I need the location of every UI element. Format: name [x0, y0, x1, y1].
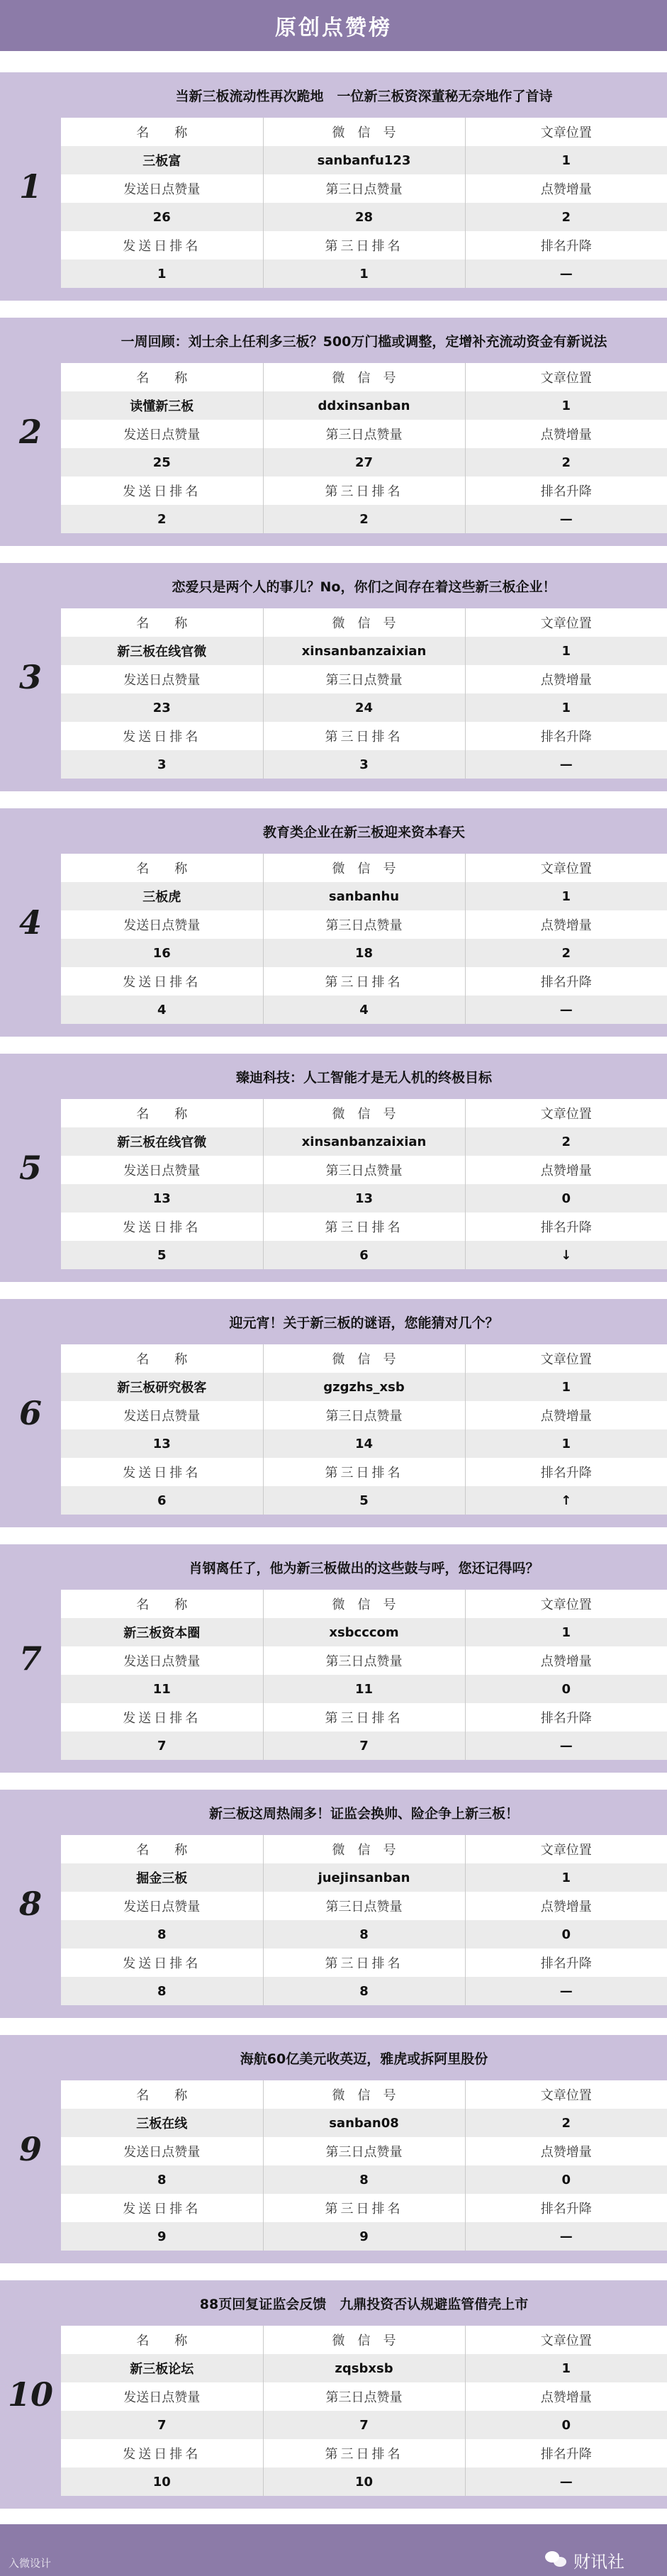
- wechat-header: 微 信 号: [263, 608, 465, 637]
- day3-likes-value: 13: [263, 1184, 465, 1212]
- wechat-header: 微 信 号: [263, 1099, 465, 1127]
- day3-rank-header: 第三日排名: [263, 2439, 465, 2468]
- send-likes-value: 7: [61, 2411, 263, 2439]
- day3-rank-header: 第三日排名: [263, 1703, 465, 1732]
- article-title: 海航60亿美元收英迈，雅虎或拆阿里股份: [240, 2051, 488, 2067]
- account-name: 新三板论坛: [61, 2354, 263, 2382]
- day3-likes-value: 7: [263, 2411, 465, 2439]
- day3-likes-header: 第三日点赞量: [263, 2382, 465, 2411]
- article-title: 教育类企业在新三板迎来资本春天: [262, 824, 465, 840]
- wechat-id: sanban08: [263, 2109, 465, 2137]
- name-header: 名 称: [61, 854, 263, 882]
- account-name: 新三板在线官微: [61, 1127, 263, 1156]
- rank-number: 7: [18, 1639, 42, 1678]
- ranking-card: [0, 1790, 667, 2018]
- day3-likes-value: 27: [263, 448, 465, 476]
- article-position: 1: [465, 2354, 667, 2382]
- send-rank-value: 9: [61, 2222, 263, 2251]
- name-header: 名 称: [61, 2080, 263, 2109]
- growth-value: 0: [465, 2411, 667, 2439]
- growth-header: 点赞增量: [465, 665, 667, 693]
- position-header: 文章位置: [465, 118, 667, 146]
- divider: [0, 1282, 667, 1299]
- day3-rank-value: 5: [263, 1486, 465, 1515]
- day3-likes-header: 第三日点赞量: [263, 174, 465, 203]
- send-rank-header: 发送日排名: [61, 1212, 263, 1241]
- ranking-card: [0, 1054, 667, 1282]
- brand-watermark: [545, 2548, 624, 2572]
- wechat-id: juejinsanban: [263, 1863, 465, 1892]
- rank-change-value: —: [465, 996, 667, 1024]
- divider: [0, 1773, 667, 1790]
- rank-number: 8: [18, 1885, 42, 1923]
- rank-change-value: ↑: [465, 1486, 667, 1515]
- position-header: 文章位置: [465, 1099, 667, 1127]
- day3-likes-value: 24: [263, 693, 465, 722]
- account-name: 新三板研究极客: [61, 1373, 263, 1401]
- account-name: 掘金三板: [61, 1863, 263, 1892]
- rank-change-value: —: [465, 750, 667, 779]
- day3-likes-header: 第三日点赞量: [263, 665, 465, 693]
- send-rank-header: 发送日排名: [61, 476, 263, 505]
- day3-rank-header: 第三日排名: [263, 476, 465, 505]
- growth-header: 点赞增量: [465, 420, 667, 448]
- send-likes-header: 发送日点赞量: [61, 1156, 263, 1184]
- ranking-card: [0, 318, 667, 546]
- growth-value: 2: [465, 203, 667, 231]
- wechat-id: xinsanbanzaixian: [263, 637, 465, 665]
- send-rank-value: 2: [61, 505, 263, 533]
- article-title: 恋爱只是两个人的事儿？No，你们之间存在着这些新三板企业！: [172, 579, 556, 595]
- name-header: 名 称: [61, 363, 263, 391]
- send-likes-value: 8: [61, 1920, 263, 1948]
- article-position: 1: [465, 637, 667, 665]
- send-rank-value: 3: [61, 750, 263, 779]
- rank-change-header: 排名升降: [465, 1212, 667, 1241]
- ranking-card: [0, 563, 667, 791]
- send-likes-header: 发送日点赞量: [61, 1646, 263, 1675]
- day3-rank-value: 7: [263, 1732, 465, 1760]
- day3-likes-value: 11: [263, 1675, 465, 1703]
- rank-number: 6: [18, 1394, 42, 1432]
- article-position: 1: [465, 882, 667, 910]
- day3-rank-value: 9: [263, 2222, 465, 2251]
- stats-table: [61, 118, 667, 288]
- article-title: 臻迪科技：人工智能才是无人机的终极目标: [235, 1069, 492, 1086]
- position-header: 文章位置: [465, 363, 667, 391]
- stats-table: [61, 1099, 667, 1269]
- send-likes-header: 发送日点赞量: [61, 665, 263, 693]
- day3-rank-value: 4: [263, 996, 465, 1024]
- rank-change-value: —: [465, 2468, 667, 2496]
- day3-likes-value: 14: [263, 1429, 465, 1458]
- day3-rank-header: 第三日排名: [263, 722, 465, 750]
- article-title: 迎元宵！关于新三板的谜语，您能猜对几个？: [229, 1315, 499, 1331]
- brand-label: 财讯社: [573, 2552, 624, 2572]
- article-position: 1: [465, 1863, 667, 1892]
- send-rank-header: 发送日排名: [61, 2194, 263, 2222]
- growth-value: 0: [465, 1920, 667, 1948]
- article-position: 1: [465, 1373, 667, 1401]
- send-likes-value: 8: [61, 2165, 263, 2194]
- growth-header: 点赞增量: [465, 2382, 667, 2411]
- wechat-icon: [545, 2551, 568, 2570]
- growth-header: 点赞增量: [465, 1401, 667, 1429]
- send-likes-header: 发送日点赞量: [61, 1401, 263, 1429]
- rank-change-header: 排名升降: [465, 2194, 667, 2222]
- growth-value: 1: [465, 693, 667, 722]
- day3-likes-header: 第三日点赞量: [263, 2137, 465, 2165]
- name-header: 名 称: [61, 1835, 263, 1863]
- rank-change-value: —: [465, 2222, 667, 2251]
- rank-change-header: 排名升降: [465, 1458, 667, 1486]
- day3-likes-header: 第三日点赞量: [263, 1646, 465, 1675]
- divider: [0, 791, 667, 808]
- divider: [0, 301, 667, 318]
- day3-rank-value: 8: [263, 1977, 465, 2005]
- wechat-id: xinsanbanzaixian: [263, 1127, 465, 1156]
- position-header: 文章位置: [465, 1835, 667, 1863]
- wechat-id: gzgzhs_xsb: [263, 1373, 465, 1401]
- send-rank-value: 6: [61, 1486, 263, 1515]
- wechat-header: 微 信 号: [263, 1344, 465, 1373]
- growth-header: 点赞增量: [465, 1892, 667, 1920]
- send-likes-header: 发送日点赞量: [61, 2137, 263, 2165]
- rank-change-value: —: [465, 505, 667, 533]
- ranking-card: [0, 2280, 667, 2509]
- send-likes-value: 16: [61, 939, 263, 967]
- send-rank-header: 发送日排名: [61, 967, 263, 996]
- divider: [0, 546, 667, 563]
- divider: [0, 51, 667, 72]
- growth-header: 点赞增量: [465, 2137, 667, 2165]
- divider: [0, 1527, 667, 1544]
- growth-value: 2: [465, 939, 667, 967]
- send-rank-header: 发送日排名: [61, 1703, 263, 1732]
- stats-table: [61, 608, 667, 779]
- day3-likes-header: 第三日点赞量: [263, 1156, 465, 1184]
- growth-value: 0: [465, 1675, 667, 1703]
- day3-rank-value: 3: [263, 750, 465, 779]
- send-likes-header: 发送日点赞量: [61, 910, 263, 939]
- ranking-card: [0, 2035, 667, 2263]
- stats-table: [61, 1590, 667, 1760]
- wechat-header: 微 信 号: [263, 854, 465, 882]
- account-name: 三板富: [61, 146, 263, 174]
- send-rank-header: 发送日排名: [61, 1458, 263, 1486]
- ranking-card: [0, 808, 667, 1037]
- rank-number: 10: [7, 2375, 53, 2414]
- send-likes-value: 13: [61, 1184, 263, 1212]
- day3-likes-value: 8: [263, 1920, 465, 1948]
- rank-change-value: —: [465, 1977, 667, 2005]
- account-name: 新三板资本圈: [61, 1618, 263, 1646]
- divider: [0, 1037, 667, 1054]
- wechat-header: 微 信 号: [263, 118, 465, 146]
- ranking-card: [0, 72, 667, 301]
- stats-table: [61, 2080, 667, 2251]
- rank-change-value: —: [465, 260, 667, 288]
- day3-rank-header: 第三日排名: [263, 231, 465, 260]
- day3-likes-header: 第三日点赞量: [263, 1892, 465, 1920]
- wechat-header: 微 信 号: [263, 363, 465, 391]
- growth-value: 2: [465, 448, 667, 476]
- stats-table: [61, 854, 667, 1024]
- send-likes-header: 发送日点赞量: [61, 174, 263, 203]
- wechat-id: sanbanfu123: [263, 146, 465, 174]
- send-likes-header: 发送日点赞量: [61, 420, 263, 448]
- send-rank-value: 4: [61, 996, 263, 1024]
- day3-rank-value: 2: [263, 505, 465, 533]
- day3-likes-header: 第三日点赞量: [263, 1401, 465, 1429]
- day3-likes-header: 第三日点赞量: [263, 910, 465, 939]
- send-rank-value: 7: [61, 1732, 263, 1760]
- position-header: 文章位置: [465, 2326, 667, 2354]
- rank-change-header: 排名升降: [465, 1948, 667, 1977]
- article-title: 当新三板流动性再次跪地 一位新三板资深董秘无奈地作了首诗: [175, 88, 553, 104]
- rank-change-header: 排名升降: [465, 967, 667, 996]
- send-likes-value: 25: [61, 448, 263, 476]
- day3-likes-header: 第三日点赞量: [263, 420, 465, 448]
- growth-header: 点赞增量: [465, 174, 667, 203]
- article-position: 1: [465, 146, 667, 174]
- stats-table: [61, 2326, 667, 2496]
- day3-likes-value: 8: [263, 2165, 465, 2194]
- send-likes-value: 11: [61, 1675, 263, 1703]
- article-title: 肖钢离任了，他为新三板做出的这些鼓与呼，您还记得吗？: [189, 1560, 539, 1576]
- rank-number: 4: [18, 903, 42, 942]
- day3-rank-header: 第三日排名: [263, 2194, 465, 2222]
- position-header: 文章位置: [465, 2080, 667, 2109]
- rank-change-header: 排名升降: [465, 2439, 667, 2468]
- name-header: 名 称: [61, 118, 263, 146]
- send-rank-header: 发送日排名: [61, 1948, 263, 1977]
- day3-rank-value: 6: [263, 1241, 465, 1269]
- growth-value: 0: [465, 2165, 667, 2194]
- day3-rank-header: 第三日排名: [263, 1458, 465, 1486]
- day3-rank-value: 1: [263, 260, 465, 288]
- rank-number: 5: [18, 1149, 42, 1187]
- page-title: 原创点赞榜: [0, 0, 667, 51]
- wechat-id: ddxinsanban: [263, 391, 465, 420]
- send-rank-value: 8: [61, 1977, 263, 2005]
- ranking-card: [0, 1299, 667, 1527]
- wechat-header: 微 信 号: [263, 2326, 465, 2354]
- send-likes-value: 26: [61, 203, 263, 231]
- article-position: 1: [465, 391, 667, 420]
- position-header: 文章位置: [465, 1590, 667, 1618]
- article-title: 88页回复证监会反馈 九鼎投资否认规避监管借壳上市: [199, 2296, 529, 2312]
- wechat-id: zqsbxsb: [263, 2354, 465, 2382]
- name-header: 名 称: [61, 1590, 263, 1618]
- position-header: 文章位置: [465, 854, 667, 882]
- send-rank-header: 发送日排名: [61, 2439, 263, 2468]
- divider: [0, 2018, 667, 2035]
- day3-rank-header: 第三日排名: [263, 967, 465, 996]
- name-header: 名 称: [61, 1344, 263, 1373]
- divider: [0, 2263, 667, 2280]
- send-rank-header: 发送日排名: [61, 722, 263, 750]
- article-title: 新三板这周热闹多！证监会换帅、险企争上新三板！: [208, 1805, 519, 1822]
- rank-change-header: 排名升降: [465, 231, 667, 260]
- wechat-header: 微 信 号: [263, 1590, 465, 1618]
- rank-number: 3: [18, 658, 42, 696]
- watermark-label: 入微设计: [9, 2557, 52, 2570]
- send-likes-header: 发送日点赞量: [61, 1892, 263, 1920]
- day3-rank-header: 第三日排名: [263, 1212, 465, 1241]
- growth-header: 点赞增量: [465, 1156, 667, 1184]
- rank-change-value: ↓: [465, 1241, 667, 1269]
- rank-number: 2: [18, 413, 42, 451]
- send-rank-value: 1: [61, 260, 263, 288]
- ranking-card: [0, 1544, 667, 1773]
- send-likes-header: 发送日点赞量: [61, 2382, 263, 2411]
- day3-likes-value: 28: [263, 203, 465, 231]
- send-rank-header: 发送日排名: [61, 231, 263, 260]
- account-name: 三板在线: [61, 2109, 263, 2137]
- article-title: 一周回顾：刘士余上任利多三板？500万门槛或调整，定增补充流动资金有新说法: [120, 333, 607, 350]
- article-position: 2: [465, 2109, 667, 2137]
- wechat-id: xsbcccom: [263, 1618, 465, 1646]
- account-name: 读懂新三板: [61, 391, 263, 420]
- name-header: 名 称: [61, 608, 263, 637]
- send-rank-value: 10: [61, 2468, 263, 2496]
- wechat-header: 微 信 号: [263, 1835, 465, 1863]
- name-header: 名 称: [61, 2326, 263, 2354]
- growth-header: 点赞增量: [465, 1646, 667, 1675]
- article-position: 2: [465, 1127, 667, 1156]
- rank-number: 9: [18, 2130, 42, 2168]
- rank-number: 1: [18, 167, 42, 206]
- rank-change-header: 排名升降: [465, 722, 667, 750]
- growth-value: 0: [465, 1184, 667, 1212]
- rank-change-value: —: [465, 1732, 667, 1760]
- stats-table: [61, 363, 667, 533]
- send-likes-value: 13: [61, 1429, 263, 1458]
- day3-rank-header: 第三日排名: [263, 1948, 465, 1977]
- growth-header: 点赞增量: [465, 910, 667, 939]
- rank-change-header: 排名升降: [465, 476, 667, 505]
- send-likes-value: 23: [61, 693, 263, 722]
- account-name: 新三板在线官微: [61, 637, 263, 665]
- send-rank-value: 5: [61, 1241, 263, 1269]
- account-name: 三板虎: [61, 882, 263, 910]
- rank-change-header: 排名升降: [465, 1703, 667, 1732]
- position-header: 文章位置: [465, 608, 667, 637]
- stats-table: [61, 1835, 667, 2005]
- stats-table: [61, 1344, 667, 1515]
- name-header: 名 称: [61, 1099, 263, 1127]
- wechat-header: 微 信 号: [263, 2080, 465, 2109]
- day3-likes-value: 18: [263, 939, 465, 967]
- article-position: 1: [465, 1618, 667, 1646]
- growth-value: 1: [465, 1429, 667, 1458]
- position-header: 文章位置: [465, 1344, 667, 1373]
- wechat-id: sanbanhu: [263, 882, 465, 910]
- day3-rank-value: 10: [263, 2468, 465, 2496]
